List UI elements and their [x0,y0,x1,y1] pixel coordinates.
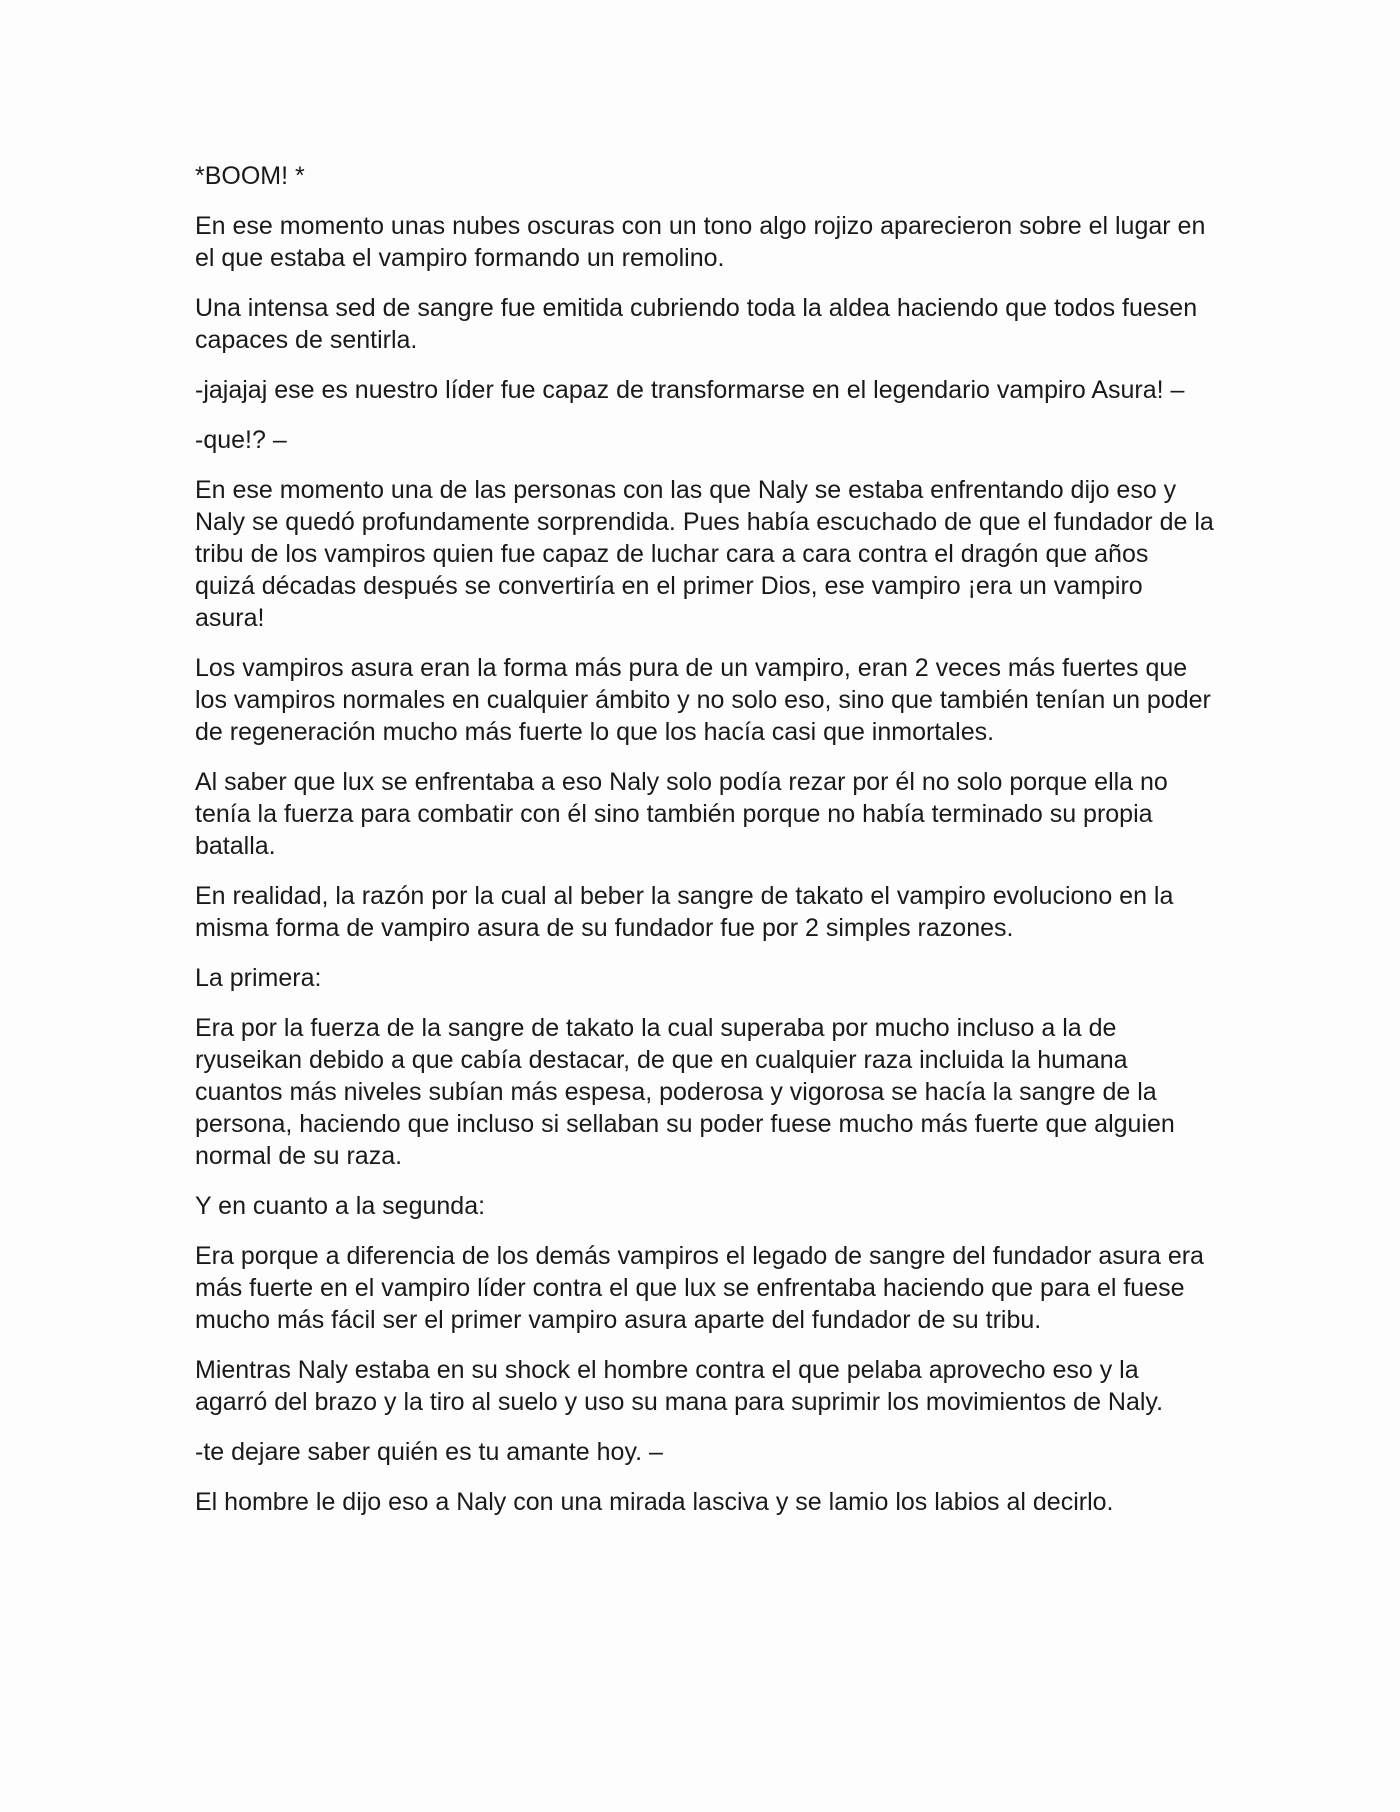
paragraph: La primera: [195,964,322,992]
paragraph: En ese momento unas nubes oscuras con un tono algo rojizo aparecieron sobre el lugar en el que estaba el vampiro formando un remolino. [195,212,1206,272]
paragraph: -te dejare saber quién es tu amante hoy. – [195,1438,663,1466]
paragraph: Los vampiros asura eran la forma más pura de un vampiro, eran 2 veces más fuertes que los vampiros normales en cualquier ámbito y no solo eso, sino que también tenían un poder de regeneración mucho más fuerte lo que los hacía casi que inmortales. [195,654,1211,746]
paragraph: *BOOM! * [195,162,305,190]
paragraph: Mientras Naly estaba en su shock el hombre contra el que pelaba aprovecho eso y la agarró del brazo y la tiro al suelo y uso su mana para suprimir los movimientos de Naly. [195,1356,1164,1416]
paragraph: Y en cuanto a la segunda: [195,1192,486,1220]
paragraph: En ese momento una de las personas con las que Naly se estaba enfrentando dijo eso y Naly se quedó profundamente sorprendida. Pues había escuchado de que el fundador de la tribu de los vampiros quien fue capaz de luchar cara a cara contra el dragón que años quizá décadas después se convertiría en el primer Dios, ese vampiro ¡era un vampiro asura! [195,476,1214,632]
paragraph: Era por la fuerza de la sangre de takato la cual superaba por mucho incluso a la de ryuseikan debido a que cabía destacar, de que en cualquier raza incluida la humana cuantos más niveles subían más espesa, poderosa y vigorosa se hacía la sangre de la persona, haciendo que incluso si sellaban su poder fuese mucho más fuerte que alguien normal de su raza. [195,1014,1175,1170]
paragraph: Una intensa sed de sangre fue emitida cubriendo toda la aldea haciendo que todos fuesen capaces de sentirla. [195,294,1198,354]
paragraph: En realidad, la razón por la cual al beber la sangre de takato el vampiro evoluciono en la misma forma de vampiro asura de su fundador fue por 2 simples razones. [195,882,1174,942]
paragraph: -que!? – [195,426,287,454]
paragraph: El hombre le dijo eso a Naly con una mirada lasciva y se lamio los labios al decirlo. [195,1488,1114,1516]
paragraph: -jajajaj ese es nuestro líder fue capaz de transformarse en el legendario vampiro Asura! – [195,376,1185,404]
body-text [195,160,1215,1536]
paragraph: Era porque a diferencia de los demás vampiros el legado de sangre del fundador asura era más fuerte en el vampiro líder contra el que lux se enfrentaba haciendo que para el fuese mucho más fácil ser el primer vampiro asura aparte del fundador de su tribu. [195,1242,1204,1334]
paragraph: Al saber que lux se enfrentaba a eso Naly solo podía rezar por él no solo porque ella no tenía la fuerza para combatir con él sino también porque no había terminado su propia batalla. [195,768,1168,860]
